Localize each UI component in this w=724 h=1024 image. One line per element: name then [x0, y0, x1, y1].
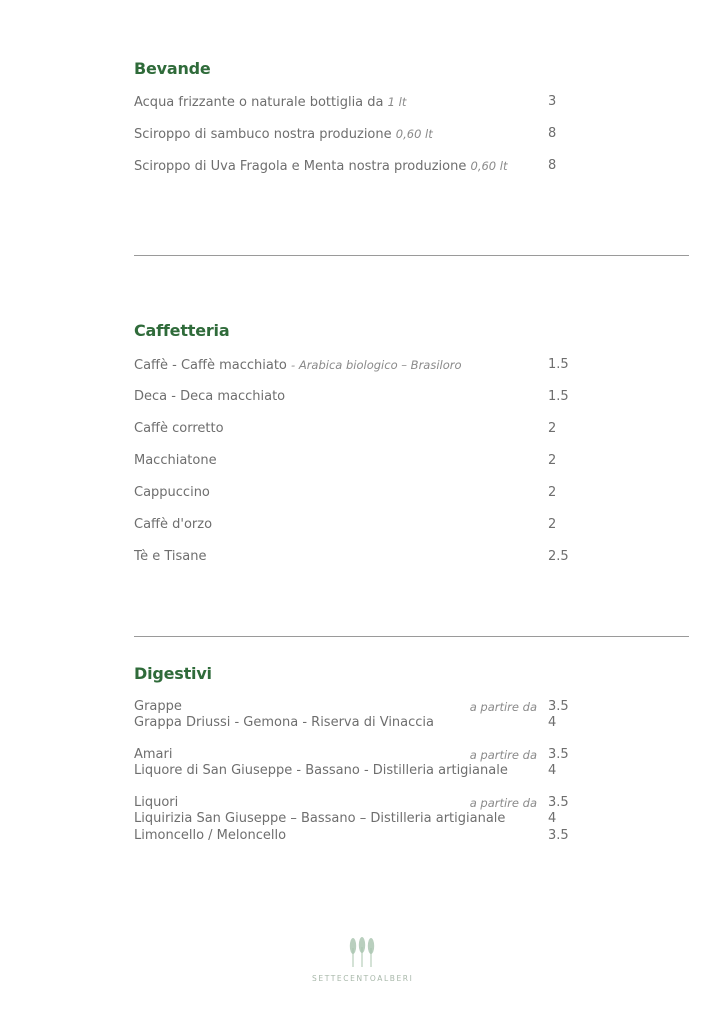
- menu-item: [134, 157, 594, 175]
- section-title-digestivi: Digestivi: [134, 664, 212, 683]
- item-price: 2: [548, 453, 557, 468]
- group-price: 3.5: [548, 699, 569, 714]
- item-price: 1.5: [548, 357, 569, 372]
- item-price: 3.5: [548, 828, 569, 843]
- item-price: 2: [548, 517, 557, 532]
- menu-item: [134, 420, 594, 438]
- item-name: Limoncello / Meloncello: [134, 828, 287, 843]
- item-note: - Arabica biologico – Brasiloro: [291, 358, 462, 372]
- item-price: 1.5: [548, 389, 569, 404]
- item-name: Cappuccino: [134, 485, 210, 500]
- menu-item: [134, 810, 594, 828]
- item-name: Liquore di San Giuseppe - Bassano - Distilleria artigianale: [134, 763, 508, 778]
- menu-item: [134, 762, 594, 780]
- section-title-bevande: Bevande: [134, 59, 211, 78]
- item-price: 2: [548, 485, 557, 500]
- item-price: 4: [548, 715, 557, 730]
- item-name: Sciroppo di sambuco nostra produzione: [134, 127, 392, 142]
- item-name: Caffè - Caffè macchiato: [134, 358, 287, 373]
- item-price: 3: [548, 94, 557, 109]
- item-name: Acqua frizzante o naturale bottiglia da: [134, 95, 384, 110]
- item-name: Sciroppo di Uva Fragola e Menta nostra produzione: [134, 159, 467, 174]
- item-name: Liquirizia San Giuseppe – Bassano – Distilleria artigianale: [134, 811, 506, 826]
- menu-item: [134, 548, 594, 566]
- item-name: Deca - Deca macchiato: [134, 389, 286, 404]
- item-note: 1 lt: [387, 95, 407, 109]
- item-note: 0,60 lt: [470, 159, 508, 173]
- menu-item: [134, 93, 594, 111]
- group-name: Liquori: [134, 795, 179, 810]
- menu-item: [134, 516, 594, 534]
- item-name: Caffè d'orzo: [134, 517, 213, 532]
- item-price: 8: [548, 126, 557, 141]
- item-price: 2: [548, 421, 557, 436]
- menu-item: [134, 452, 594, 470]
- section-title-caffetteria: Caffetteria: [134, 321, 230, 340]
- item-note: 0,60 lt: [395, 127, 433, 141]
- item-name: Macchiatone: [134, 453, 217, 468]
- section-divider: [134, 255, 689, 256]
- item-name: Tè e Tisane: [134, 549, 207, 564]
- menu-item: [134, 827, 594, 845]
- item-price: 8: [548, 158, 557, 173]
- from-label: a partire da: [469, 700, 537, 714]
- group-price: 3.5: [548, 795, 569, 810]
- leaves-logo-icon: [347, 936, 377, 968]
- brand-name: SETTECENTOALBERI: [312, 974, 414, 983]
- group-name: Grappe: [134, 699, 182, 714]
- from-label: a partire da: [469, 748, 537, 762]
- from-label: a partire da: [469, 796, 537, 810]
- menu-item: [134, 388, 594, 406]
- brand-logo: [312, 936, 412, 983]
- item-price: 4: [548, 811, 557, 826]
- group-price: 3.5: [548, 747, 569, 762]
- item-name: Grappa Driussi - Gemona - Riserva di Vinaccia: [134, 715, 435, 730]
- item-price: 4: [548, 763, 557, 778]
- menu-item: [134, 714, 594, 732]
- menu-item: [134, 484, 594, 502]
- menu-item: [134, 125, 594, 143]
- menu-item: [134, 356, 594, 374]
- section-divider: [134, 636, 689, 637]
- group-name: Amari: [134, 747, 173, 762]
- item-price: 2.5: [548, 549, 569, 564]
- item-name: Caffè corretto: [134, 421, 224, 436]
